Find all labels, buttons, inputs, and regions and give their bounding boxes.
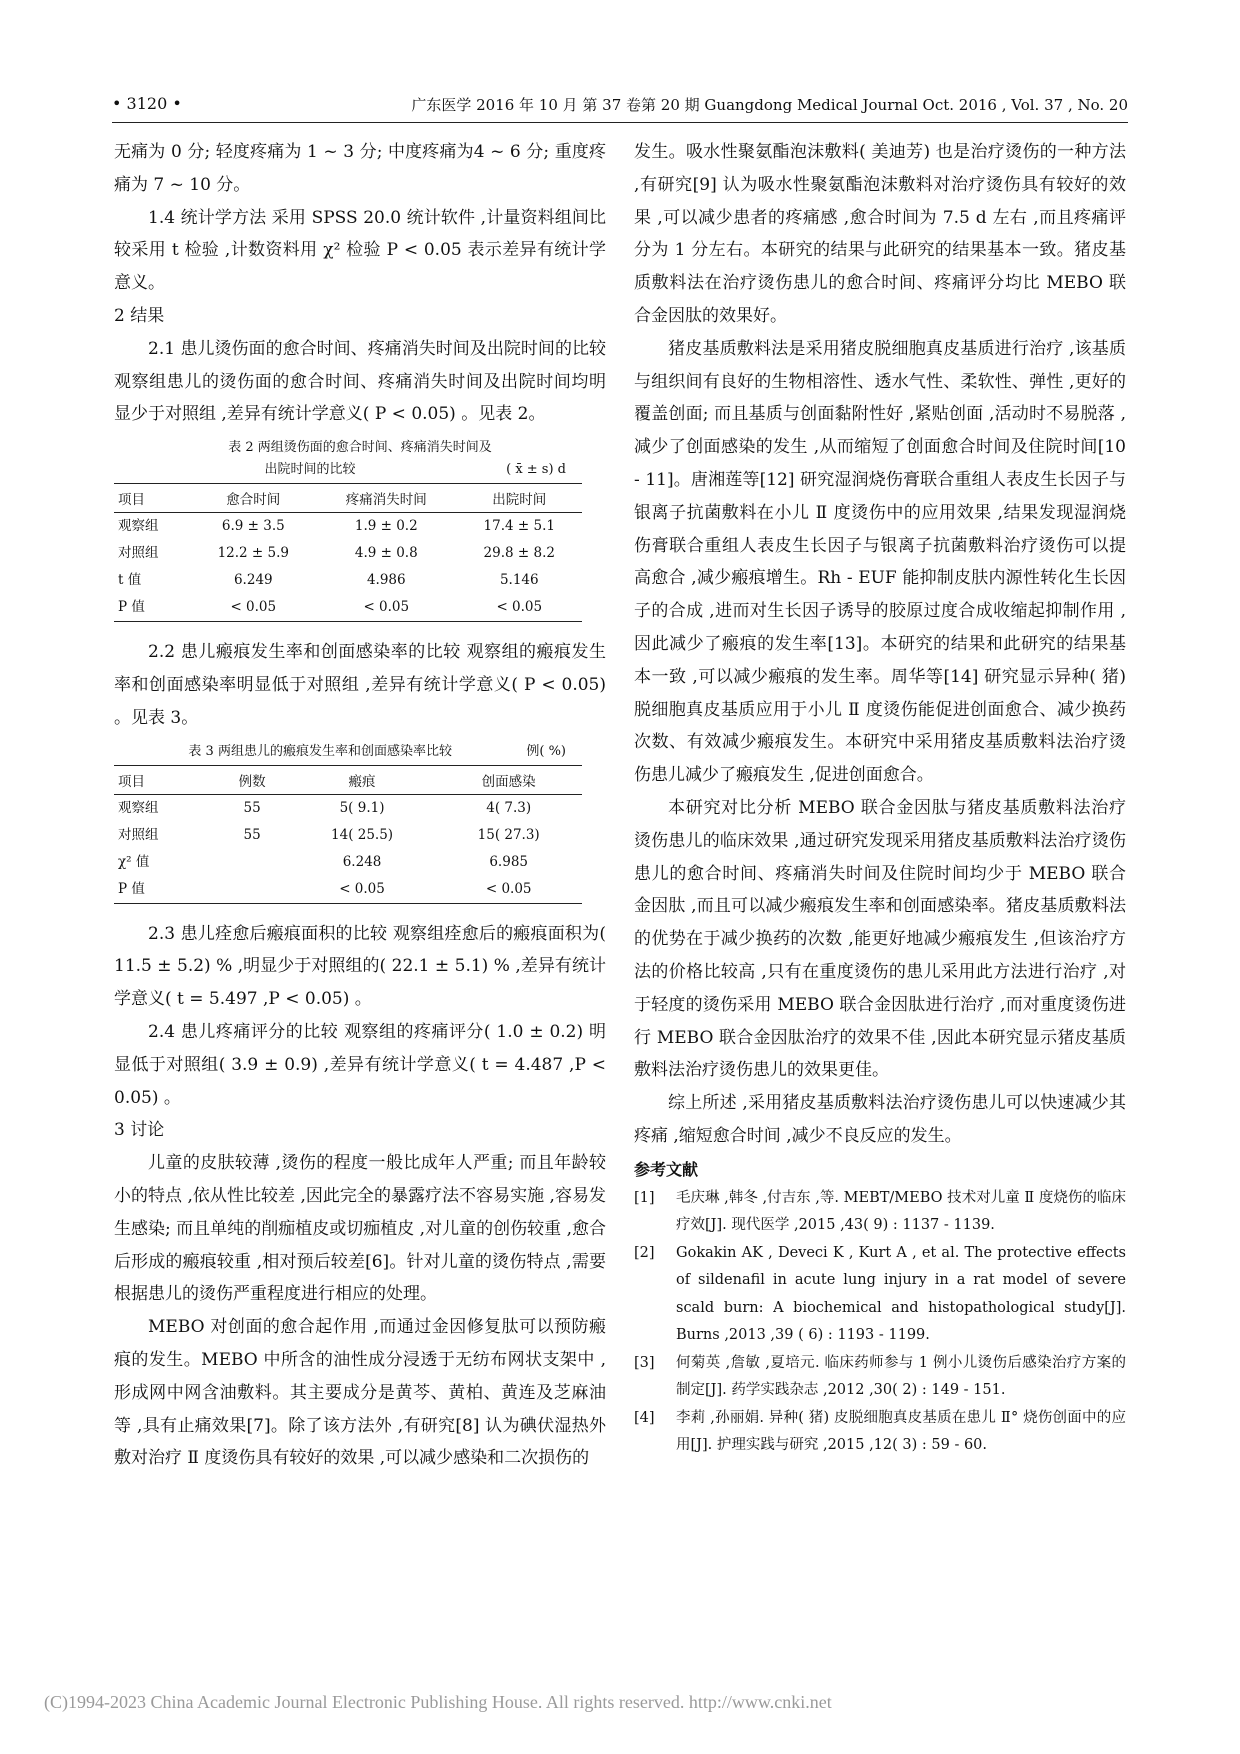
table3-cell: 5( 9.1) bbox=[339, 799, 385, 816]
table3-caption bbox=[114, 741, 606, 763]
table3-cell: 55 bbox=[243, 826, 261, 843]
table2-cell: 1.9 ± 0.2 bbox=[354, 518, 418, 535]
reference-number: [3] bbox=[634, 1354, 655, 1371]
table2-cell: 5.146 bbox=[499, 572, 539, 589]
spacer bbox=[114, 622, 606, 636]
table2-cell: 4.9 ± 0.8 bbox=[354, 545, 418, 562]
table3-cell: 15( 27.3) bbox=[477, 826, 540, 843]
results-2-1-paragraph: 2.1 患儿烫伤面的愈合时间、疼痛消失时间及出院时间的比较 观察组患儿的烫伤面的愈合时间、疼痛消失时间及出院时间均明显少于对照组 ,差异有统计学意义( P < 0.05) 。见表 2。 bbox=[114, 338, 606, 425]
table2-cell: t 值 bbox=[118, 572, 142, 589]
table3-cell: 14( 25.5) bbox=[331, 826, 394, 843]
table2-header-row bbox=[114, 484, 582, 513]
reference-number: [2] bbox=[634, 1244, 655, 1261]
table2-cell: < 0.05 bbox=[191, 594, 316, 622]
results-2-2-paragraph: 2.2 患儿瘢痕发生率和创面感染率的比较 观察组的瘢痕发生率和创面感染率明显低于对照组 ,差异有统计学意义( P < 0.05) 。见表 3。 bbox=[114, 642, 606, 728]
table2-header: 愈合时间 bbox=[191, 484, 316, 513]
results-heading: 2 结果 bbox=[114, 305, 165, 326]
table2-row bbox=[114, 513, 582, 541]
table2-cell: 4.986 bbox=[366, 572, 406, 589]
table2-cell: < 0.05 bbox=[316, 594, 457, 622]
table2-cell: < 0.05 bbox=[457, 594, 582, 622]
table2-cell: 12.2 ± 5.9 bbox=[217, 545, 290, 562]
table3-cell: 观察组 bbox=[118, 799, 159, 816]
table3-caption-text: 表 3 两组患儿的瘢痕发生率和创面感染率比较 bbox=[188, 743, 452, 759]
table3-cell: 6.248 bbox=[342, 853, 382, 870]
results-2-4-paragraph: 2.4 患儿疼痛评分的比较 观察组的疼痛评分( 1.0 ± 0.2) 明显低于对照组( 3.9 ± 0.9) ,差异有统计学意义( t = 4.487 ,P < 0.05) 。 bbox=[114, 1021, 606, 1108]
conclusion-paragraph: 综上所述 ,采用猪皮基质敷料法治疗烫伤患儿可以快速减少其疼痛 ,缩短愈合时间 ,减少不良反应的发生。 bbox=[634, 1093, 1126, 1146]
reference-text: Gokakin AK , Deveci K , Kurt A , et al. The protective effects of sildenafil in acute lung injury in a rat model of severe scald burn: A biochemical and histopathological study[J]. Burns ,2013 ,39 ( 6) : 1193 - 1199. bbox=[676, 1244, 1126, 1344]
table3-row bbox=[114, 849, 582, 876]
table2-caption-line2: 出院时间的比较 bbox=[264, 462, 356, 478]
table2-row bbox=[114, 594, 582, 622]
reference-text: 李莉 ,孙丽娟. 异种( 猪) 皮脱细胞真皮基质在患儿 Ⅱ° 烧伤创面中的应用[J]. 护理实践与研究 ,2015 ,12( 3) : 59 - 60. bbox=[676, 1409, 1126, 1454]
table2-cell: 观察组 bbox=[118, 518, 159, 535]
table2-header: 出院时间 bbox=[457, 484, 582, 513]
table3-cell bbox=[216, 849, 289, 876]
table3-row bbox=[114, 876, 582, 904]
table3-header: 例数 bbox=[216, 765, 289, 794]
page-number: • 3120 • bbox=[112, 94, 182, 113]
table2-row bbox=[114, 540, 582, 567]
table2 bbox=[114, 483, 582, 622]
reference-text: 毛庆琳 ,韩冬 ,付吉东 ,等. MEBT/MEBO 技术对儿童 Ⅱ 度烧伤的临床疗效[J]. 现代医学 ,2015 ,43( 9) : 1137 - 1139. bbox=[676, 1189, 1126, 1234]
table3-header: 创面感染 bbox=[435, 765, 582, 794]
pain-scale-paragraph: 无痛为 0 分; 轻度疼痛为 1 ~ 3 分; 中度疼痛为4 ~ 6 分; 重度疼痛为 7 ~ 10 分。 bbox=[114, 142, 606, 195]
table2-caption bbox=[114, 437, 606, 481]
page-header bbox=[112, 94, 1128, 120]
left-column bbox=[114, 136, 606, 1475]
table3-cell: 55 bbox=[243, 799, 261, 816]
reference-item bbox=[634, 1405, 1126, 1460]
reference-number: [1] bbox=[634, 1189, 655, 1206]
copyright-footer: (C)1994-2023 China Academic Journal Electronic Publishing House. All rights reserved. http://www.cnki.net bbox=[44, 1692, 832, 1712]
right-column bbox=[634, 136, 1126, 1460]
discussion-heading: 3 讨论 bbox=[114, 1120, 165, 1141]
table2-cell: 6.9 ± 3.5 bbox=[221, 518, 285, 535]
table2-unit: ( x̄ ± s) d bbox=[506, 462, 566, 478]
reference-item bbox=[634, 1240, 1126, 1350]
table3-header-row bbox=[114, 765, 582, 794]
table2-header: 项目 bbox=[114, 484, 191, 513]
statistics-paragraph: 1.4 统计学方法 采用 SPSS 20.0 统计软件 ,计量资料组间比较采用 t 检验 ,计数资料用 χ² 检验 P < 0.05 表示差异有统计学意义。 bbox=[114, 207, 606, 294]
table3-cell: χ² 值 bbox=[118, 853, 150, 870]
references-heading: 参考文献 bbox=[634, 1159, 699, 1179]
table2-cell: P 值 bbox=[114, 594, 191, 622]
table3-row bbox=[114, 794, 582, 822]
reference-item bbox=[634, 1350, 1126, 1405]
table2-cell: 6.249 bbox=[233, 572, 273, 589]
table3-cell: < 0.05 bbox=[435, 876, 582, 904]
table3-cell: < 0.05 bbox=[289, 876, 436, 904]
reference-number: [4] bbox=[634, 1409, 655, 1426]
table3-cell: 对照组 bbox=[118, 826, 159, 843]
table2-cell: 29.8 ± 8.2 bbox=[483, 545, 555, 562]
table3-cell: P 值 bbox=[114, 876, 216, 904]
table2-cell: 17.4 ± 5.1 bbox=[483, 518, 555, 535]
table2-row bbox=[114, 567, 582, 594]
table2-header: 疼痛消失时间 bbox=[316, 484, 457, 513]
table3-unit: 例( %) bbox=[526, 743, 566, 759]
discussion-paragraph-1: 儿童的皮肤较薄 ,烫伤的程度一般比成年人严重; 而且年龄较小的特点 ,依从性比较差 ,因此完全的暴露疗法不容易实施 ,容易发生感染; 而且单纯的削痂植皮或切痂植皮 ,对儿童的创伤较重 ,愈合后形成的瘢痕较重 ,相对预后较差[6]。针对儿童的烫伤特点 ,需要根据患儿的烫伤严重程度进行相应的处理。 bbox=[114, 1153, 606, 1305]
reference-text: 何菊英 ,詹敏 ,夏培元. 临床药师参与 1 例小儿烫伤后感染治疗方案的制定[J]. 药学实践杂志 ,2012 ,30( 2) : 149 - 151. bbox=[676, 1354, 1126, 1399]
table3-cell: 6.985 bbox=[489, 853, 528, 870]
table3-row bbox=[114, 822, 582, 849]
table2-caption-line1: 表 2 两组烫伤面的愈合时间、疼痛消失时间及 bbox=[228, 440, 492, 456]
table2-caption-line2-row bbox=[114, 459, 606, 481]
reference-item bbox=[634, 1185, 1126, 1240]
discussion-paragraph-4: 猪皮基质敷料法是采用猪皮脱细胞真皮基质进行治疗 ,该基质与组织间有良好的生物相溶性、透水气性、柔软性、弹性 ,更好的覆盖创面; 而且基质与创面黏附性好 ,紧贴创面 ,活动时不易脱落 ,减少了创面感染的发生 ,从而缩短了创面愈合时间及住院时间[10 - 11]。唐湘莲等[12] 研究湿润烧伤膏联合重组人表皮生长因子与银离子抗菌敷料在小儿 Ⅱ 度烫伤中的应用效果 ,结果发现湿润烧伤膏联合重组人表皮生长因子与银离子抗菌敷料治疗烫伤可以提高愈合 ,减少瘢痕增生。Rh - EUF 能抑制皮肤内源性转化生长因子的合成 ,进而对生长因子诱导的胶原过度合成收缩起抑制作用 ,因此减少了瘢痕的发生率[13]。本研究的结果和此研究的结果基本一致 ,可以减少瘢痕的发生率。周华等[14] 研究显示异种( 猪) 脱细胞真皮基质应用于小儿 Ⅱ 度烫伤能促进创面愈合、减少换药次数、有效减少瘢痕发生。本研究中采用猪皮基质敷料法治疗烫伤患儿减少了瘢痕发生 ,促进创面愈合。 bbox=[634, 338, 1126, 786]
header-rule bbox=[112, 122, 1128, 123]
table3-header: 瘢痕 bbox=[289, 765, 436, 794]
discussion-paragraph-5: 本研究对比分析 MEBO 联合金因肽与猪皮基质敷料法治疗烫伤患儿的临床效果 ,通过研究发现采用猪皮基质敷料法治疗烫伤患儿的愈合时间、疼痛消失时间及住院时间均少于 MEBO 联合金因肽 ,而且可以减少瘢痕发生率和创面感染率。猪皮基质敷料法的优势在于减少换药的次数 ,能更好地减少瘢痕发生 ,但该治疗方法的价格比较高 ,只有在重度烫伤的患儿采用此方法进行治疗 ,对于轻度的烫伤采用 MEBO 联合金因肽进行治疗 ,而对重度烫伤进行 MEBO 联合金因肽治疗的效果不佳 ,因此本研究显示猪皮基质敷料法治疗烫伤患儿的效果更佳。 bbox=[634, 797, 1126, 1081]
discussion-paragraph-2: MEBO 对创面的愈合起作用 ,而通过金因修复肽可以预防瘢痕的发生。MEBO 中所含的油性成分浸透于无纺布网状支架中 ,形成网中网含油敷料。其主要成分是黄芩、黄柏、黄连及芝麻油等 ,具有止痛效果[7]。除了该方法外 ,有研究[8] 认为碘伏湿热外敷对治疗 Ⅱ 度烫伤具有较好的效果 ,可以减少感染和二次损伤的 bbox=[114, 1317, 606, 1469]
discussion-paragraph-3: 发生。吸水性聚氨酯泡沫敷料( 美迪芳) 也是治疗烫伤的一种方法 ,有研究[9] 认为吸水性聚氨酯泡沫敷料对治疗烫伤具有较好的效果 ,可以减少患者的疼痛感 ,愈合时间为 7.5 d 左右 ,而且疼痛评分为 1 分左右。本研究的结果与此研究的结果基本一致。猪皮基质敷料法在治疗烫伤患儿的愈合时间、疼痛评分均比 MEBO 联合金因肽的效果好。 bbox=[634, 142, 1126, 326]
table3 bbox=[114, 765, 582, 904]
table2-cell: 对照组 bbox=[118, 545, 159, 562]
results-2-3-paragraph: 2.3 患儿痊愈后瘢痕面积的比较 观察组痊愈后的瘢痕面积为( 11.5 ± 5.2) % ,明显少于对照组的( 22.1 ± 5.1) % ,差异有统计学意义( t = 5.497 ,P < 0.05) 。 bbox=[114, 923, 606, 1010]
journal-citation-line: 广东医学 2016 年 10 月 第 37 卷第 20 期 Guangdong Medical Journal Oct. 2016 , Vol. 37 , No. 20 bbox=[411, 96, 1128, 114]
table3-cell bbox=[216, 876, 289, 904]
spacer bbox=[114, 904, 606, 918]
table3-header: 项目 bbox=[114, 765, 216, 794]
table3-cell: 4( 7.3) bbox=[486, 799, 532, 816]
